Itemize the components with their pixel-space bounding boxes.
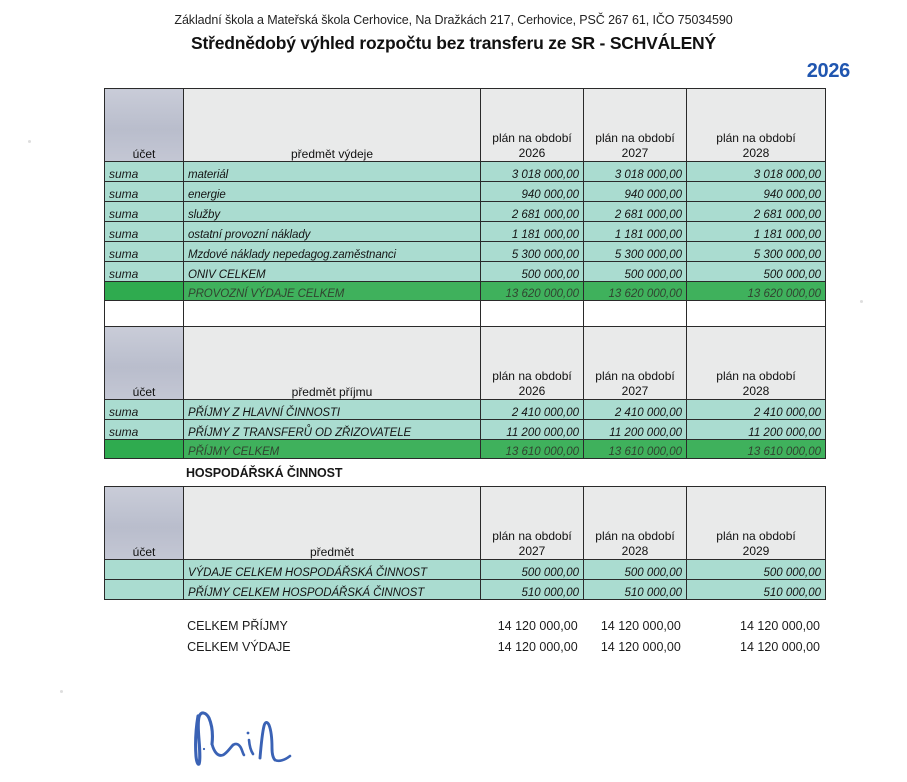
row-value-0: 500 000,00 [481, 262, 584, 282]
period-prefix: plán na období [492, 529, 572, 543]
row-account: suma [105, 420, 184, 440]
total-label: PROVOZNÍ VÝDAJE CELKEM [184, 282, 481, 301]
spacer-cell [481, 301, 584, 327]
period-prefix: plán na období [492, 131, 572, 145]
row-value-0: 2 410 000,00 [481, 400, 584, 420]
row-account: suma [105, 262, 184, 282]
row-label: VÝDAJE CELKEM HOSPODÁŘSKÁ ČINNOST [184, 560, 481, 580]
period-year: 2028 [742, 384, 770, 398]
period-prefix: plán na období [716, 369, 796, 383]
row-value-0: 2 681 000,00 [481, 202, 584, 222]
summary-value-2: 14 120 000,00 [740, 640, 820, 654]
row-value-0: 500 000,00 [481, 560, 584, 580]
row-label: energie [184, 182, 481, 202]
expenses-and-income-table [104, 88, 826, 459]
row-value-1: 500 000,00 [584, 262, 687, 282]
table-row [105, 560, 826, 580]
period-prefix: plán na období [716, 529, 796, 543]
scan-speck [28, 140, 31, 143]
summary-value-0: 14 120 000,00 [497, 640, 578, 654]
row-value-0: 5 300 000,00 [481, 242, 584, 262]
total-account [105, 440, 184, 459]
total-label: PŘÍJMY CELKEM [184, 440, 481, 459]
table-row [105, 242, 826, 262]
row-account: suma [105, 162, 184, 182]
row-value-1: 2 681 000,00 [584, 202, 687, 222]
row-value-2: 2 681 000,00 [687, 202, 826, 222]
organization-line: Základní škola a Mateřská škola Cerhovice, Na Dražkách 217, Cerhovice, PSČ 267 61, IČO 75034590 [174, 13, 733, 27]
row-value-0: 1 181 000,00 [481, 222, 584, 242]
expenses-header-account: účet [105, 89, 184, 162]
table-row [105, 580, 826, 600]
income-header-period-1 [584, 327, 687, 400]
handwritten-signature [178, 702, 368, 777]
total-value-1: 13 620 000,00 [584, 282, 687, 301]
row-value-1: 1 181 000,00 [584, 222, 687, 242]
row-label: PŘÍJMY Z HLAVNÍ ČINNOSTI [184, 400, 481, 420]
row-value-2: 5 300 000,00 [687, 242, 826, 262]
table-row [105, 262, 826, 282]
row-account: suma [105, 182, 184, 202]
row-value-1: 3 018 000,00 [584, 162, 687, 182]
economic-header-account: účet [105, 487, 184, 560]
summary-spacer [104, 612, 183, 633]
expenses-total-row [105, 282, 826, 301]
summary-spacer [104, 633, 183, 654]
summary-row [104, 612, 826, 633]
period-prefix: plán na období [595, 529, 675, 543]
row-label: PŘÍJMY CELKEM HOSPODÁŘSKÁ ČINNOST [184, 580, 481, 600]
grand-summary-table [104, 612, 826, 654]
row-value-0: 940 000,00 [481, 182, 584, 202]
total-account [105, 282, 184, 301]
year-badge: 2026 [806, 60, 850, 82]
total-value-0: 13 610 000,00 [481, 440, 584, 459]
row-value-1: 2 410 000,00 [584, 400, 687, 420]
table-row [105, 400, 826, 420]
summary-value-0: 14 120 000,00 [497, 619, 578, 633]
total-value-0: 13 620 000,00 [481, 282, 584, 301]
row-value-2: 940 000,00 [687, 182, 826, 202]
row-account: suma [105, 222, 184, 242]
economic-activity-table [104, 486, 826, 600]
economic-header-subject: předmět [184, 487, 481, 560]
income-header-period-0 [481, 327, 584, 400]
table-row [105, 202, 826, 222]
row-value-2: 11 200 000,00 [687, 420, 826, 440]
row-value-0: 510 000,00 [481, 580, 584, 600]
table-row [105, 182, 826, 202]
table-row [105, 162, 826, 182]
summary-value-1: 14 120 000,00 [600, 619, 681, 633]
row-value-2: 2 410 000,00 [687, 400, 826, 420]
period-prefix: plán na období [716, 131, 796, 145]
expenses-header-subject: předmět výdeje [184, 89, 481, 162]
row-value-1: 940 000,00 [584, 182, 687, 202]
row-value-2: 1 181 000,00 [687, 222, 826, 242]
income-header-row [105, 327, 826, 400]
spacer-cell [105, 301, 184, 327]
row-account: suma [105, 202, 184, 222]
table-row [105, 420, 826, 440]
row-label: ostatní provozní náklady [184, 222, 481, 242]
period-year: 2027 [621, 384, 649, 398]
summary-value-2: 14 120 000,00 [740, 619, 820, 633]
document-header [0, 12, 907, 54]
scan-speck [860, 300, 863, 303]
period-year: 2029 [742, 544, 770, 558]
row-account: suma [105, 400, 184, 420]
page-title: Střednědobý výhled rozpočtu bez transferu ze SR - SCHVÁLENÝ [191, 33, 716, 53]
economic-header-period-2 [687, 487, 826, 560]
summary-label: CELKEM VÝDAJE [187, 640, 291, 654]
row-label: Mzdové náklady nepedagog.zaměstnanci [184, 242, 481, 262]
income-header-account: účet [105, 327, 184, 400]
row-value-1: 510 000,00 [584, 580, 687, 600]
economic-activity-caption: HOSPODÁŘSKÁ ČINNOST [186, 466, 343, 480]
spacer-cell [687, 301, 826, 327]
total-value-2: 13 620 000,00 [687, 282, 826, 301]
row-label: ONIV CELKEM [184, 262, 481, 282]
row-value-0: 11 200 000,00 [481, 420, 584, 440]
table-row [105, 222, 826, 242]
row-value-2: 510 000,00 [687, 580, 826, 600]
period-prefix: plán na období [492, 369, 572, 383]
period-year: 2027 [621, 146, 649, 160]
row-value-0: 3 018 000,00 [481, 162, 584, 182]
economic-header-period-1 [584, 487, 687, 560]
period-prefix: plán na období [595, 131, 675, 145]
period-year: 2027 [518, 544, 546, 558]
row-label: PŘÍJMY Z TRANSFERŮ OD ZŘIZOVATELE [184, 420, 481, 440]
row-value-2: 500 000,00 [687, 560, 826, 580]
period-year: 2026 [518, 384, 546, 398]
total-value-1: 13 610 000,00 [584, 440, 687, 459]
expenses-header-period-1 [584, 89, 687, 162]
period-year: 2026 [518, 146, 546, 160]
row-label: služby [184, 202, 481, 222]
income-header-subject: předmět příjmu [184, 327, 481, 400]
total-value-2: 13 610 000,00 [687, 440, 826, 459]
spacer-cell [184, 301, 481, 327]
row-value-2: 500 000,00 [687, 262, 826, 282]
income-header-period-2 [687, 327, 826, 400]
row-label: materiál [184, 162, 481, 182]
economic-header-row [105, 487, 826, 560]
summary-label: CELKEM PŘÍJMY [187, 619, 288, 633]
row-value-2: 3 018 000,00 [687, 162, 826, 182]
period-year: 2028 [742, 146, 770, 160]
period-prefix: plán na období [595, 369, 675, 383]
economic-header-period-0 [481, 487, 584, 560]
row-account [105, 580, 184, 600]
period-year: 2028 [621, 544, 649, 558]
income-total-row [105, 440, 826, 459]
expenses-header-period-2 [687, 89, 826, 162]
scan-speck [60, 690, 63, 693]
row-value-1: 500 000,00 [584, 560, 687, 580]
summary-row [104, 633, 826, 654]
expenses-header-row [105, 89, 826, 162]
table-spacer-row [105, 301, 826, 327]
expenses-header-period-0 [481, 89, 584, 162]
row-value-1: 5 300 000,00 [584, 242, 687, 262]
summary-value-1: 14 120 000,00 [600, 640, 681, 654]
row-value-1: 11 200 000,00 [584, 420, 687, 440]
row-account [105, 560, 184, 580]
row-account: suma [105, 242, 184, 262]
spacer-cell [584, 301, 687, 327]
